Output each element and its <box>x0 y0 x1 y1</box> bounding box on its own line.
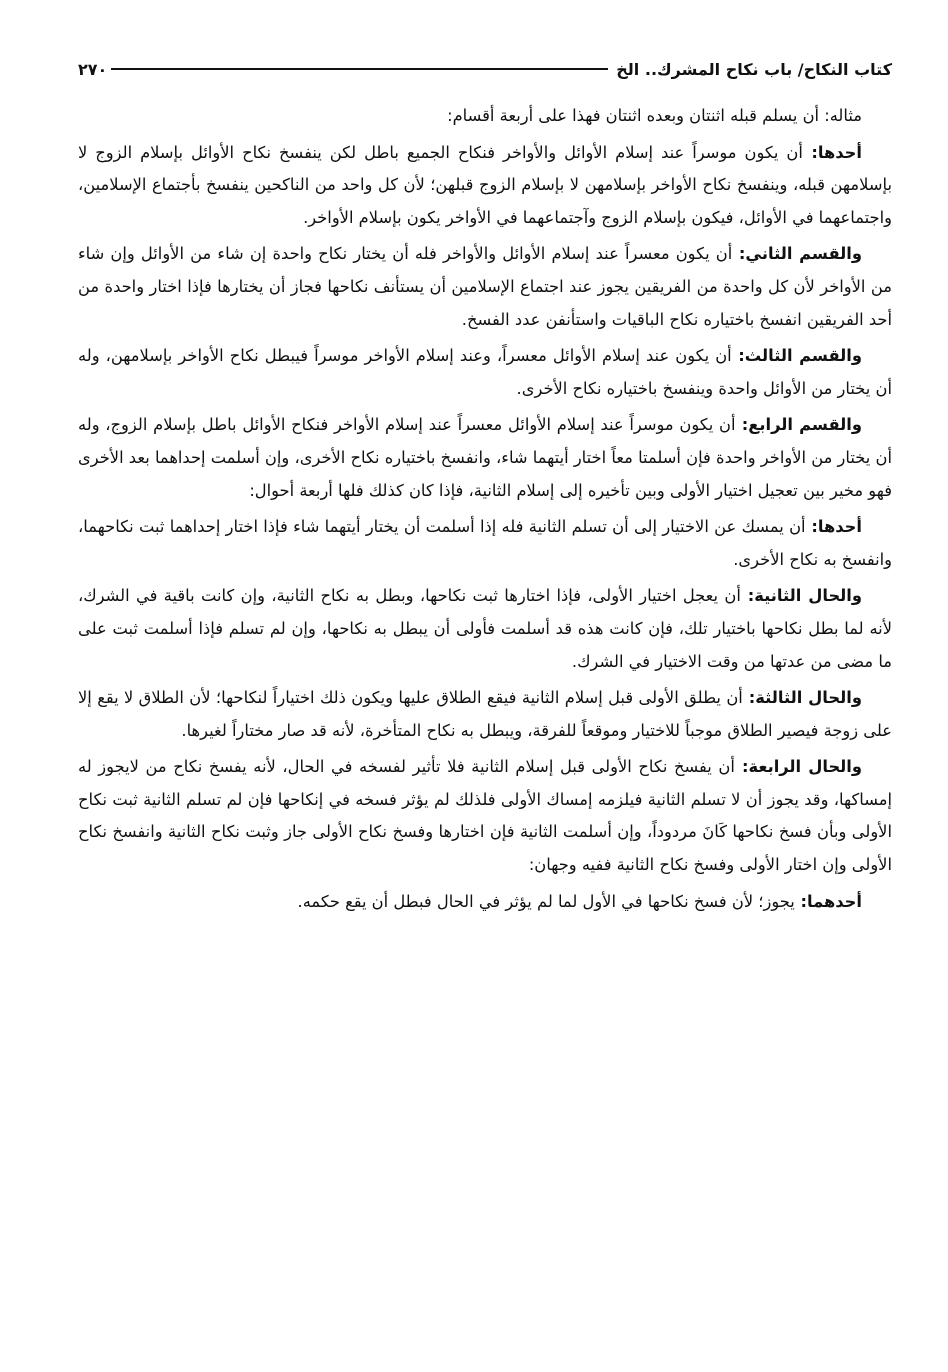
paragraph-text: أن يكون معسراً عند إسلام الأوائل والأواخر فله أن يختار نكاح واحدة إن شاء من الأوائل وإن شاء من الأواخر لأن كل واحدة من الفريقين يجوز عند اجتماع الإسلامين أن يستأنف نكاحها فجاز أن يختارها فإذا اختار واحدة من أحد الفريقين انفسخ باختياره نكاح الباقيات واستأنفن عدد الفسخ. <box>78 244 892 329</box>
paragraph-fourth-case <box>78 409 892 507</box>
paragraph-text: أن يمسك عن الاختيار إلى أن تسلم الثانية فله إذا أسلمت أن يختار أيتهما شاء فإذا اختار إحداهما ثبت نكاحهما، وانفسخ به نكاح الأخرى. <box>78 517 892 569</box>
paragraph-text: أن يطلق الأولى قبل إسلام الثانية فيقع الطلاق عليها ويكون ذلك اختياراً لنكاحها؛ لأن الطلاق لا يقع إلا على زوجة فيصير الطلاق موجباً للاختيار وموقعاً للفرقة، ويبطل به نكاح المتأخرة، لأنه قد صار مختاراً لغيرها. <box>78 688 892 740</box>
paragraph-lead: والحال الثانية: <box>740 586 863 606</box>
page-number: ٢٧٠ <box>78 59 108 79</box>
header-rule <box>111 68 608 70</box>
paragraph-first-case <box>78 137 892 235</box>
paragraph-state-two <box>78 580 892 678</box>
header-title: كتاب النكاح/ باب نكاح المشرك.. الخ <box>616 59 892 79</box>
paragraph-state-four <box>78 751 892 881</box>
paragraph-text: أن يفسخ نكاح الأولى قبل إسلام الثانية فلا تأثير لفسخه في الحال، لأنه يفسخ نكاح من لايجوز له إمساكها، وقد يجوز أن لا تسلم الثانية فيلزمه إمساك الأولى فلذلك لم يؤثر فسخه في إنكاحها فإن لم تسلم الثانية ثبت نكاح الأولى وبأن فسخ نكاحها كَانَ مردوداً، وإن أسلمت الثانية فإن اختارها وفسخ نكاح الأولى جاز وثبت نكاح الثانية وانفسخ نكاح الأولى وإن اختار الأولى وفسخ نكاح الثانية ففيه وجهان: <box>78 757 892 875</box>
paragraph-text: أن يكون موسراً عند إسلام الأوائل والأواخر فنكاح الجميع باطل لكن ينفسخ نكاح الأوائل بإسلام الزوج لا بإسلامهن قبله، وينفسخ نكاح الأواخر بإسلامهن لا بإسلام الزوج قبلهن؛ لأن كل واحد من الناكحين ينفسخ بأجتماع الإسلامين، واجتماعهما في الأوائل، فيكون بإسلام الزوج وآجتماعهما في الأواخر يكون بإسلام الأواخر. <box>78 142 892 227</box>
paragraph-text: يجوز؛ لأن فسخ نكاحها في الأول لما لم يؤثر في الحال فبطل أن يقع حكمه. <box>297 891 795 911</box>
paragraph-lead: أحدها: <box>805 517 862 537</box>
paragraph-text: أن يعجل اختيار الأولى، فإذا اختارها ثبت نكاحها، وبطل به نكاح الثانية، وإن كانت باقية في الشرك، لأنه لما بطل نكاحها باختيار تلك، فإن كانت هذه قد أسلمت فأولى أن يبطل به نكاحها، وإن لم تسلم فإذا أسلمت ثبت على ما مضى من عدتها من وقت الاختيار في الشرك. <box>78 586 892 671</box>
document-page <box>78 52 892 922</box>
paragraph-third-case <box>78 340 892 405</box>
paragraph-lead: والقسم الثاني: <box>732 244 862 264</box>
paragraph-state-one <box>78 511 892 576</box>
paragraph-state-three <box>78 682 892 747</box>
paragraph-lead: أحدهما: <box>794 891 862 911</box>
paragraph-lead: والقسم الثالث: <box>731 346 862 366</box>
paragraph-lead: والحال الرابعة: <box>734 757 862 777</box>
paragraph-text: أن يكون موسراً عند إسلام الأوائل معسراً عند إسلام الأواخر فنكاح الأوائل باطل بإسلام الزوج، وله أن يختار من الأواخر واحدة فإن أسلمتا معاً اختار أيتهما شاء، وانفسخ باختياره نكاح الأخرى، وإن أسلمت إحداهما بعد الأخرى فهو مخير بين تعجيل اختيار الأولى وبين تأخيره إلى إسلام الثانية، فإذا كان كذلك فلها أربعة أحوال: <box>78 415 892 500</box>
paragraph-first-view <box>78 886 892 919</box>
paragraph-example <box>78 100 892 133</box>
page-body <box>78 100 892 918</box>
paragraph-lead: والحال الثالثة: <box>742 688 862 708</box>
paragraph-text: أن يكون عند إسلام الأوائل معسراً، وعند إسلام الأواخر موسراً فيبطل نكاح الأواخر بإسلامهن، وله أن يختار من الأوائل واحدة وينفسخ باختياره نكاح الأخرى. <box>78 346 892 398</box>
paragraph-text: مثاله: أن يسلم قبله اثنتان وبعده اثنتان فهذا على أربعة أقسام: <box>447 106 862 125</box>
running-header <box>78 52 892 86</box>
paragraph-lead: والقسم الرابع: <box>735 415 862 435</box>
paragraph-lead: أحدها: <box>802 142 862 162</box>
paragraph-second-case <box>78 238 892 336</box>
